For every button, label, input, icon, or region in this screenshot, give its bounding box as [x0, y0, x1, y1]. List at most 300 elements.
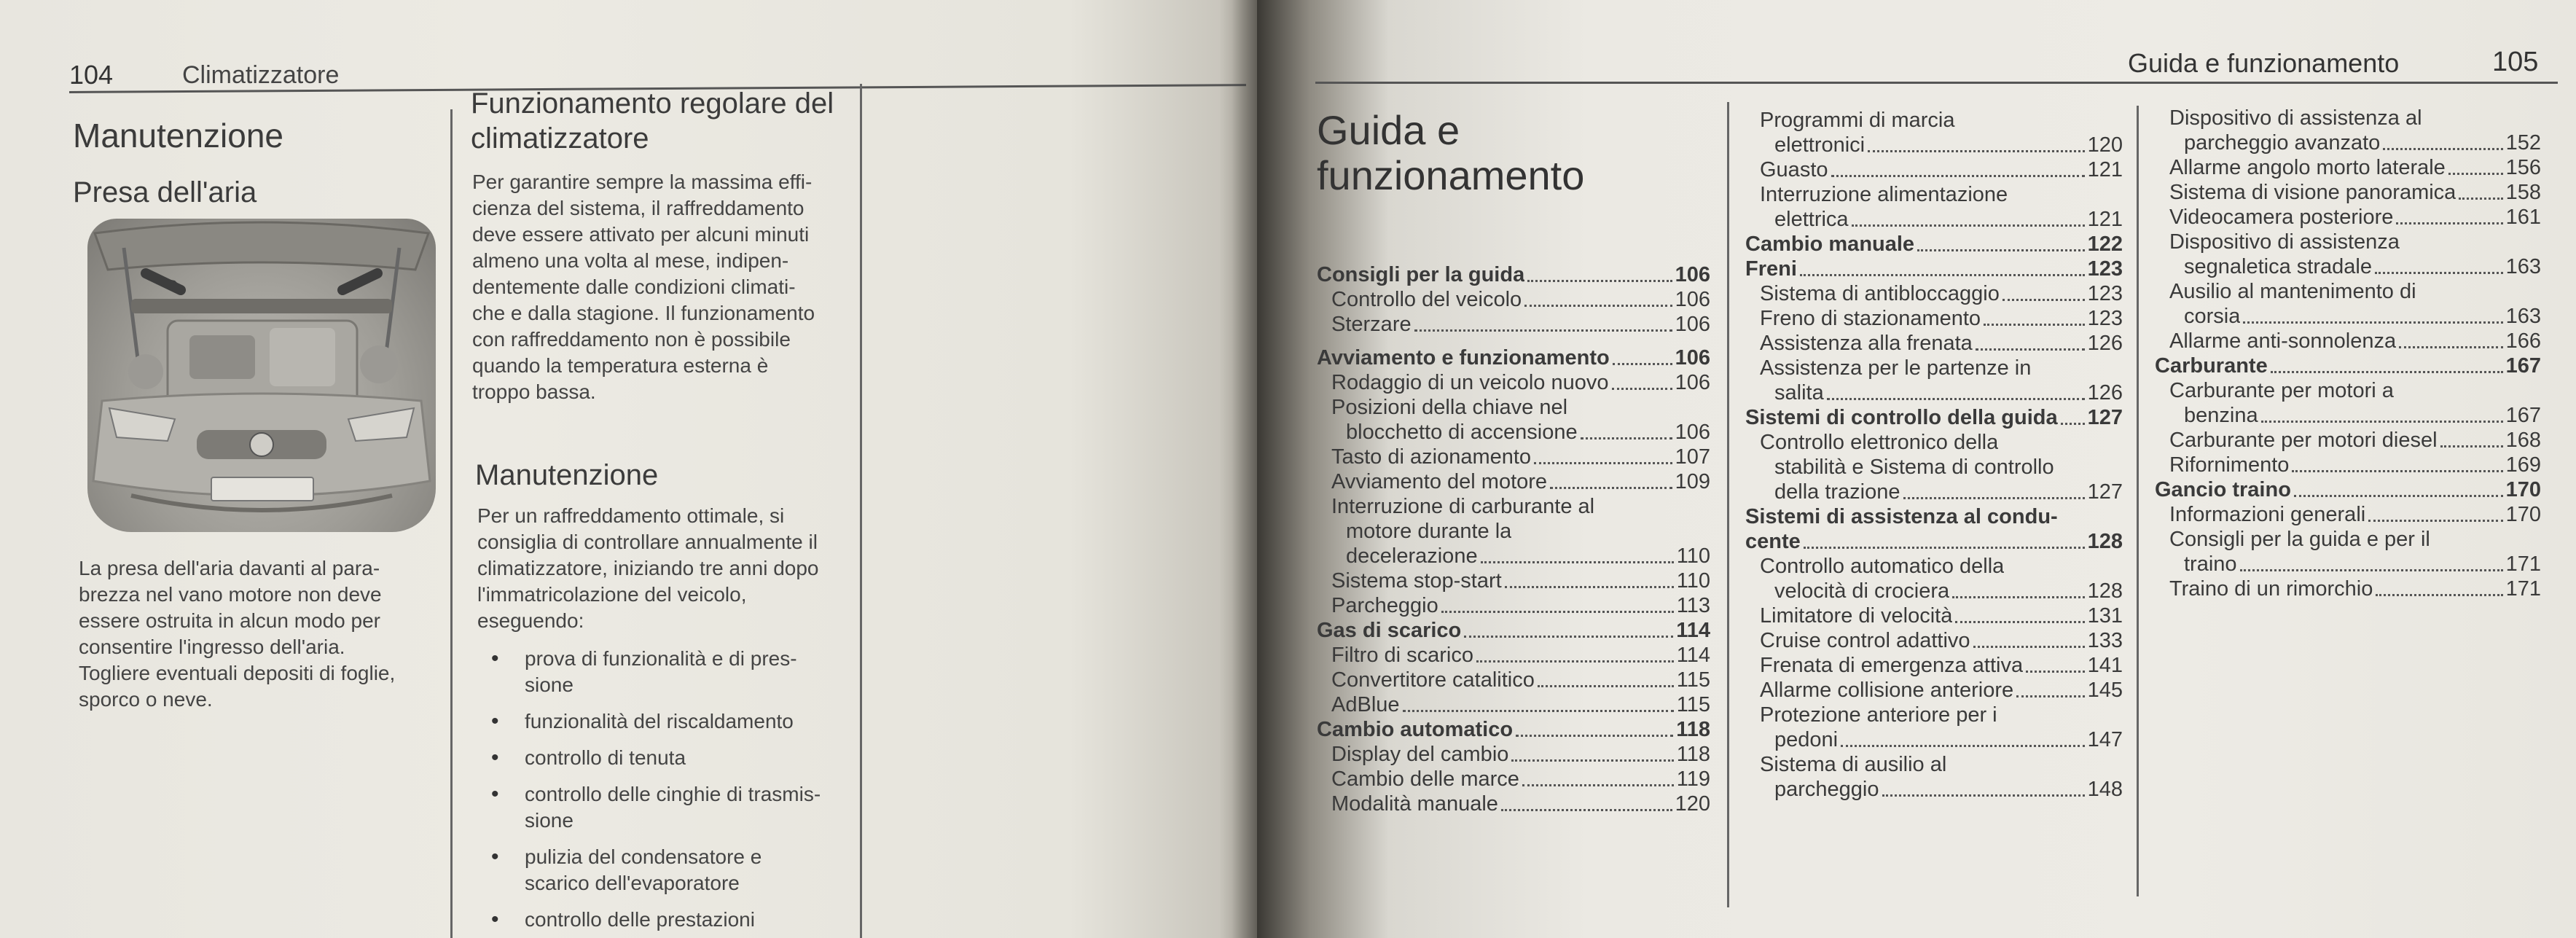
- toc-subentry[interactable]: [1745, 579, 2123, 603]
- toc-leader-dots: [1952, 596, 2084, 598]
- toc-subentry[interactable]: [2155, 403, 2541, 428]
- toc-page-number: 158: [2505, 181, 2541, 204]
- toc-subentry[interactable]: [1745, 306, 2123, 331]
- toc-subentry[interactable]: [1317, 370, 1710, 395]
- toc-entry-label: Posizioni della chiave nel: [1331, 396, 1568, 419]
- toc-subentry[interactable]: [1317, 445, 1710, 469]
- toc-leader-dots: [1550, 487, 1672, 489]
- toc-leader-dots: [2399, 346, 2502, 348]
- toc-entry-label: Cambio delle marce: [1331, 767, 1519, 791]
- left-page: [0, 0, 1257, 938]
- toc-leader-dots: [1955, 621, 2084, 623]
- toc-subentry[interactable]: [2155, 155, 2541, 180]
- toc-entry-label: Ausilio al mantenimento di: [2169, 280, 2416, 303]
- toc-leader-dots: [1984, 324, 2085, 326]
- toc-entry-label: Allarme collisione anteriore: [1760, 679, 2014, 702]
- engine-bay-svg: [87, 219, 436, 532]
- caption-line: essere ostruita in alcun modo per: [79, 609, 380, 632]
- toc-page-number: 133: [2087, 629, 2123, 652]
- toc-subentry: [1745, 752, 2123, 777]
- toc-subentry[interactable]: [2155, 130, 2541, 155]
- toc-page-number: 106: [1675, 288, 1710, 311]
- toc-page-number: 121: [2087, 158, 2123, 181]
- toc-subentry[interactable]: [1317, 668, 1710, 692]
- toc-leader-dots: [1516, 735, 1673, 737]
- checklist-line: • controllo delle cinghie di trasmis-: [525, 783, 821, 805]
- toc-entry-label: Display del cambio: [1331, 743, 1509, 766]
- toc-subentry[interactable]: [1317, 420, 1710, 445]
- toc-entry-label: Avviamento e funzionamento: [1317, 346, 1610, 370]
- toc-entry-label: blocchetto di accensione: [1346, 421, 1578, 444]
- toc-page-number: 127: [2087, 480, 2123, 504]
- toc-leader-dots: [1441, 611, 1674, 613]
- toc-page-number: 152: [2505, 131, 2541, 155]
- toc-leader-dots: [1414, 329, 1672, 332]
- checklist-line: • controllo delle prestazioni: [525, 908, 755, 931]
- toc-column-2: [1745, 108, 2123, 802]
- toc-subentry: [1745, 182, 2123, 207]
- toc-subentry[interactable]: [1317, 692, 1710, 717]
- toc-leader-dots: [1976, 348, 2085, 351]
- toc-leader-dots: [2440, 445, 2503, 447]
- toc-entry-label: Sistema di ausilio al: [1760, 753, 1947, 776]
- toc-subentry[interactable]: [1317, 312, 1710, 337]
- toc-entry-label: Rifornimento: [2169, 453, 2290, 477]
- toc-page-number: 169: [2505, 453, 2541, 477]
- column-divider-left-1: [450, 109, 453, 938]
- toc-leader-dots: [2396, 222, 2502, 224]
- toc-entry-label: Tasto di azionamento: [1331, 445, 1532, 469]
- para-line: troppo bassa.: [472, 380, 596, 403]
- toc-subentry: [2155, 527, 2541, 552]
- toc-page-number: 106: [1675, 371, 1710, 394]
- checklist-line: • funzionalità del riscaldamento: [525, 710, 794, 732]
- para-line: l'immatricolazione del veicolo,: [477, 583, 747, 606]
- toc-entry-label: Sistema di visione panoramica: [2169, 181, 2456, 204]
- toc-page-number: 161: [2505, 206, 2541, 229]
- section-heading-maintenance: Manutenzione: [73, 117, 283, 155]
- toc-entry-label: Sistema stop-start: [1331, 569, 1502, 593]
- toc-page-number: 171: [2505, 552, 2541, 576]
- toc-entry-label: decelerazione: [1346, 544, 1478, 568]
- toc-section-entry: [1745, 504, 2123, 529]
- toc-page-number: 167: [2505, 404, 2541, 427]
- toc-subentry[interactable]: [1745, 678, 2123, 703]
- checklist-line: • controllo di tenuta: [525, 746, 686, 769]
- para-line: consiglia di controllare annualmente il: [477, 531, 818, 553]
- caption-line: brezza nel vano motore non deve: [79, 583, 382, 606]
- toc-leader-dots: [2294, 495, 2503, 497]
- toc-subentry[interactable]: [2155, 577, 2541, 601]
- toc-subentry: [1745, 356, 2123, 380]
- toc-entry-label: Controllo elettronico della: [1760, 431, 1999, 454]
- toc-section-entry[interactable]: [2155, 477, 2541, 502]
- para-line: climatizzatore, iniziando tre anni dopo: [477, 557, 819, 579]
- toc-page-number: 119: [1676, 767, 1710, 791]
- right-page: [1257, 0, 2576, 938]
- toc-subentry: [2155, 106, 2541, 130]
- toc-entry-label: corsia: [2184, 305, 2241, 328]
- toc-subentry: [1745, 703, 2123, 727]
- page-number-right: 105: [2492, 47, 2539, 77]
- toc-page-number: 163: [2505, 255, 2541, 278]
- toc-subentry[interactable]: [2155, 329, 2541, 353]
- page-number-left: 104: [69, 60, 114, 90]
- toc-page-number: 170: [2505, 478, 2541, 501]
- toc-entry-label: Freni: [1745, 257, 1797, 281]
- running-header-right: Guida e funzionamento: [2128, 48, 2400, 78]
- checklist-line: sione: [525, 673, 573, 696]
- toc-entry-label: parcheggio avanzato: [2184, 131, 2381, 155]
- toc-page-number: 122: [2087, 232, 2123, 256]
- toc-subentry: [1745, 554, 2123, 579]
- header-rule-right: [1315, 82, 2558, 84]
- checklist-item: [481, 907, 874, 933]
- para-line: cienza del sistema, il raffreddamento: [472, 197, 804, 219]
- toc-section-entry[interactable]: [1745, 257, 2123, 281]
- toc-page-number: 110: [1676, 569, 1710, 593]
- toc-entry-label: Filtro di scarico: [1331, 644, 1473, 667]
- toc-leader-dots: [1481, 561, 1674, 563]
- section-heading-maintenance-2: Manutenzione: [475, 459, 659, 491]
- toc-leader-dots: [1917, 249, 2085, 251]
- toc-page-number: 114: [1676, 644, 1710, 667]
- checklist-item: [481, 708, 874, 735]
- toc-page-number: 127: [2087, 406, 2123, 429]
- checklist-item: [481, 844, 874, 896]
- toc-entry-label: salita: [1774, 381, 1824, 404]
- toc-subentry[interactable]: [1745, 331, 2123, 356]
- toc-entry-label: Informazioni generali: [2169, 503, 2366, 526]
- toc-leader-dots: [1464, 636, 1673, 638]
- toc-entry-label: Frenata di emergenza attiva: [1760, 654, 2024, 677]
- toc-leader-dots: [2383, 148, 2502, 150]
- toc-section-entry[interactable]: [1317, 262, 1710, 287]
- para-line: Per garantire sempre la massima effi-: [472, 171, 813, 193]
- engine-bay-illustration: [87, 219, 436, 532]
- toc-leader-dots: [1612, 388, 1672, 390]
- toc-entry-label: Consigli per la guida e per il: [2169, 528, 2430, 551]
- toc-subentry[interactable]: [2155, 552, 2541, 577]
- toc-entry-label: Modalità manuale: [1331, 792, 1498, 816]
- toc-page-number: 123: [2087, 257, 2123, 281]
- toc-subentry[interactable]: [1745, 207, 2123, 232]
- toc-leader-dots: [1827, 398, 2085, 400]
- toc-entry-label: Sistemi di assistenza al condu-: [1745, 505, 2058, 528]
- toc-subentry[interactable]: [1317, 469, 1710, 494]
- toc-entry-label: della trazione: [1774, 480, 1900, 504]
- toc-entry-label: Sistemi di controllo della guida: [1745, 406, 2058, 429]
- para-line: con raffreddamento non è possibile: [472, 328, 791, 351]
- toc-subentry[interactable]: [1745, 603, 2123, 628]
- toc-subentry: [2155, 279, 2541, 304]
- toc-entry-label: Protezione anteriore per i: [1760, 703, 1997, 727]
- toc-subentry[interactable]: [1745, 727, 2123, 752]
- checklist-line: • prova di funzionalità e di pres-: [525, 647, 797, 670]
- toc-section-entry[interactable]: [1745, 529, 2123, 554]
- toc-column-3: [2155, 106, 2541, 601]
- toc-page-number: 121: [2087, 208, 2123, 231]
- toc-entry-label: AdBlue: [1331, 693, 1400, 716]
- toc-subentry: [1317, 395, 1710, 420]
- toc-entry-label: Interruzione di carburante al: [1331, 495, 1595, 518]
- toc-page-number: 171: [2505, 577, 2541, 601]
- toc-page-number: 109: [1675, 470, 1710, 493]
- toc-subentry[interactable]: [1317, 643, 1710, 668]
- toc-column-1: [1317, 262, 1710, 816]
- toc-entry-label: Videocamera posteriore: [2169, 206, 2394, 229]
- toc-entry-label: Interruzione alimentazione: [1760, 183, 2008, 206]
- toc-leader-dots: [2292, 470, 2502, 472]
- toc-leader-dots: [1581, 437, 1672, 439]
- toc-section-entry[interactable]: [1317, 717, 1710, 742]
- checklist-item: [481, 781, 874, 834]
- toc-section-entry[interactable]: [1745, 232, 2123, 257]
- toc-page-number: 170: [2505, 503, 2541, 526]
- toc-page-number: 156: [2505, 156, 2541, 179]
- chapter-title-line: funzionamento: [1317, 152, 1585, 198]
- toc-page-number: 128: [2087, 530, 2123, 553]
- para-line: deve essere attivato per alcuni minuti: [472, 223, 810, 246]
- toc-entry-label: Sistema di antibloccaggio: [1760, 282, 2000, 305]
- heading-line: climatizzatore: [471, 122, 649, 155]
- toc-section-entry[interactable]: [1317, 345, 1710, 370]
- maintenance-paragraph: [477, 503, 856, 634]
- toc-leader-dots: [2061, 423, 2085, 425]
- toc-leader-dots: [1403, 710, 1674, 712]
- heading-line: Funzionamento regolare del: [471, 87, 834, 120]
- checklist-line: sione: [525, 809, 573, 832]
- toc-page-number: 107: [1675, 445, 1710, 469]
- maintenance-checklist: [481, 646, 874, 938]
- toc-page-number: 114: [1676, 619, 1710, 642]
- toc-page-number: 148: [2087, 778, 2123, 801]
- toc-page-number: 118: [1676, 743, 1710, 766]
- toc-subentry[interactable]: [1317, 767, 1710, 792]
- toc-entry-label: Freno di stazionamento: [1760, 307, 1981, 330]
- toc-entry-label: Cambio automatico: [1317, 718, 1514, 741]
- toc-subentry[interactable]: [1317, 568, 1710, 593]
- toc-page-number: 115: [1676, 668, 1710, 692]
- toc-page-number: 123: [2087, 307, 2123, 330]
- para-line: Per un raffreddamento ottimale, si: [477, 504, 785, 527]
- toc-subentry[interactable]: [2155, 453, 2541, 477]
- toc-page-number: 163: [2505, 305, 2541, 328]
- toc-entry-label: Gancio traino: [2155, 478, 2291, 501]
- toc-entry-label: Allarme angolo morto laterale: [2169, 156, 2446, 179]
- toc-entry-label: pedoni: [1774, 728, 1839, 751]
- running-header-left: Climatizzatore: [182, 61, 340, 89]
- toc-leader-dots: [1505, 586, 1674, 588]
- toc-leader-dots: [1841, 745, 2085, 747]
- toc-subentry[interactable]: [1317, 593, 1710, 618]
- toc-entry-label: Guasto: [1760, 158, 1828, 181]
- toc-leader-dots: [1973, 646, 2085, 648]
- toc-entry-label: Cruise control adattivo: [1760, 629, 1970, 652]
- toc-leader-dots: [1613, 363, 1672, 365]
- toc-leader-dots: [2261, 421, 2503, 423]
- column-divider-left-2: [860, 84, 862, 938]
- toc-page-number: 123: [2087, 282, 2123, 305]
- toc-entry-label: Convertitore catalitico: [1331, 668, 1535, 692]
- toc-subentry[interactable]: [2155, 180, 2541, 205]
- toc-subentry[interactable]: [1745, 380, 2123, 405]
- toc-leader-dots: [2368, 520, 2502, 522]
- toc-subentry: [1317, 519, 1710, 544]
- toc-entry-label: segnaletica stradale: [2184, 255, 2372, 278]
- toc-subentry[interactable]: [2155, 502, 2541, 527]
- toc-page-number: 110: [1676, 544, 1710, 568]
- toc-subentry[interactable]: [2155, 254, 2541, 279]
- toc-entry-label: Avviamento del motore: [1331, 470, 1548, 493]
- toc-entry-label: Dispositivo di assistenza: [2169, 230, 2400, 254]
- para-line: almeno una volta al mese, indipen-: [472, 249, 789, 272]
- toc-leader-dots: [1522, 784, 1674, 786]
- toc-leader-dots: [1804, 547, 2085, 549]
- toc-subentry[interactable]: [1317, 544, 1710, 568]
- toc-entry-label: Rodaggio di un veicolo nuovo: [1331, 371, 1609, 394]
- toc-page-number: 106: [1675, 421, 1710, 444]
- toc-section-entry[interactable]: [1745, 405, 2123, 430]
- toc-leader-dots: [1527, 280, 1672, 282]
- toc-subentry[interactable]: [1317, 792, 1710, 816]
- toc-subentry[interactable]: [2155, 428, 2541, 453]
- toc-page-number: 147: [2087, 728, 2123, 751]
- toc-subentry[interactable]: [1745, 777, 2123, 802]
- toc-leader-dots: [1534, 462, 1672, 464]
- toc-entry-label: Controllo automatico della: [1760, 555, 2005, 578]
- para-line: che e dalla stagione. Il funzionamento: [472, 302, 815, 324]
- toc-leader-dots: [2243, 321, 2502, 324]
- toc-page-number: 145: [2087, 679, 2123, 702]
- toc-leader-dots: [2003, 299, 2085, 301]
- toc-leader-dots: [1882, 794, 2085, 797]
- toc-leader-dots: [2459, 198, 2502, 200]
- toc-page-number: 118: [1676, 718, 1710, 741]
- toc-spacer: [1317, 337, 1710, 345]
- toc-entry-label: Parcheggio: [1331, 594, 1438, 617]
- toc-subentry: [1745, 430, 2123, 455]
- toc-page-number: 120: [1675, 792, 1710, 816]
- toc-entry-label: Carburante: [2155, 354, 2268, 378]
- toc-entry-label: elettrica: [1774, 208, 1849, 231]
- toc-entry-label: Limitatore di velocità: [1760, 604, 1953, 628]
- toc-entry-label: Programmi di marcia: [1760, 109, 1955, 132]
- toc-subentry[interactable]: [1745, 281, 2123, 306]
- subheading-air-intake: Presa dell'aria: [73, 176, 257, 208]
- toc-leader-dots: [1868, 150, 2084, 152]
- toc-entry-label: motore durante la: [1346, 520, 1512, 543]
- toc-entry-label: benzina: [2184, 404, 2258, 427]
- toc-page-number: 131: [2087, 604, 2123, 628]
- toc-page-number: 168: [2505, 429, 2541, 452]
- toc-entry-label: velocità di crociera: [1774, 579, 1950, 603]
- toc-subentry: [1745, 455, 2123, 480]
- toc-entry-label: Allarme anti-sonnolenza: [2169, 329, 2397, 353]
- checklist-item: [481, 646, 874, 698]
- toc-page-number: 106: [1675, 313, 1710, 336]
- toc-subentry: [2155, 230, 2541, 254]
- checklist-line: • pulizia del condensatore e: [525, 845, 762, 868]
- toc-entry-label: Dispositivo di assistenza al: [2169, 106, 2422, 130]
- toc-leader-dots: [2448, 173, 2503, 175]
- toc-leader-dots: [1511, 759, 1673, 762]
- toc-entry-label: traino: [2184, 552, 2237, 576]
- toc-entry-label: Assistenza per le partenze in: [1760, 356, 2032, 380]
- toc-subentry[interactable]: [1317, 287, 1710, 312]
- toc-leader-dots: [1800, 274, 2085, 276]
- toc-entry-label: Controllo del veicolo: [1331, 288, 1522, 311]
- toc-subentry[interactable]: [2155, 205, 2541, 230]
- toc-leader-dots: [2016, 695, 2084, 697]
- caption-line: consentire l'ingresso dell'aria.: [79, 636, 345, 658]
- toc-leader-dots: [1903, 497, 2085, 499]
- toc-section-entry[interactable]: [2155, 353, 2541, 378]
- toc-page-number: 141: [2087, 654, 2123, 677]
- para-line: quando la temperatura esterna è: [472, 354, 769, 377]
- toc-entry-label: Consigli per la guida: [1317, 263, 1525, 286]
- toc-entry-label: Carburante per motori diesel: [2169, 429, 2438, 452]
- checklist-line: scarico dell'evaporatore: [525, 872, 740, 894]
- toc-subentry[interactable]: [1745, 157, 2123, 182]
- toc-subentry[interactable]: [1317, 742, 1710, 767]
- column-divider-right-2: [2137, 106, 2139, 896]
- checklist-item: [481, 745, 874, 771]
- toc-leader-dots: [1476, 660, 1674, 663]
- toc-entry-label: cente: [1745, 530, 1801, 553]
- section-heading-regular-operation: [471, 86, 834, 156]
- caption-line: Togliere eventuali depositi di foglie,: [79, 662, 396, 684]
- toc-entry-label: stabilità e Sistema di controllo: [1774, 456, 2054, 479]
- toc-subentry[interactable]: [1745, 133, 2123, 157]
- toc-entry-label: Traino di un rimorchio: [2169, 577, 2373, 601]
- toc-leader-dots: [2376, 594, 2502, 596]
- toc-page-number: 113: [1676, 594, 1710, 617]
- toc-subentry: [1317, 494, 1710, 519]
- toc-section-entry[interactable]: [1317, 618, 1710, 643]
- toc-leader-dots: [1831, 175, 2085, 177]
- toc-page-number: 106: [1675, 263, 1710, 286]
- toc-subentry[interactable]: [1745, 653, 2123, 678]
- toc-leader-dots: [1538, 685, 1674, 687]
- toc-page-number: 115: [1676, 693, 1710, 716]
- toc-entry-label: Gas di scarico: [1317, 619, 1462, 642]
- toc-page-number: 126: [2087, 381, 2123, 404]
- toc-leader-dots: [2375, 272, 2503, 274]
- chapter-title-line: Guida e: [1317, 107, 1460, 153]
- toc-page-number: 106: [1675, 346, 1710, 370]
- toc-subentry: [2155, 378, 2541, 403]
- toc-subentry[interactable]: [1745, 480, 2123, 504]
- toc-subentry[interactable]: [1745, 628, 2123, 653]
- toc-entry-label: Assistenza alla frenata: [1760, 332, 1973, 355]
- toc-subentry[interactable]: [2155, 304, 2541, 329]
- toc-leader-dots: [1501, 809, 1672, 811]
- toc-page-number: 166: [2505, 329, 2541, 353]
- toc-page-number: 120: [2087, 133, 2123, 157]
- air-intake-caption: [79, 555, 443, 713]
- toc-entry-label: elettronici: [1774, 133, 1866, 157]
- caption-line: sporco o neve.: [79, 688, 213, 711]
- toc-entry-label: parcheggio: [1774, 778, 1879, 801]
- toc-leader-dots: [2240, 569, 2503, 571]
- toc-subentry: [1745, 108, 2123, 133]
- para-line: dentemente dalle condizioni climati-: [472, 275, 796, 298]
- toc-leader-dots: [2271, 371, 2503, 373]
- toc-leader-dots: [1852, 224, 2085, 227]
- toc-page-number: 126: [2087, 332, 2123, 355]
- caption-line: La presa dell'aria davanti al para-: [79, 557, 380, 579]
